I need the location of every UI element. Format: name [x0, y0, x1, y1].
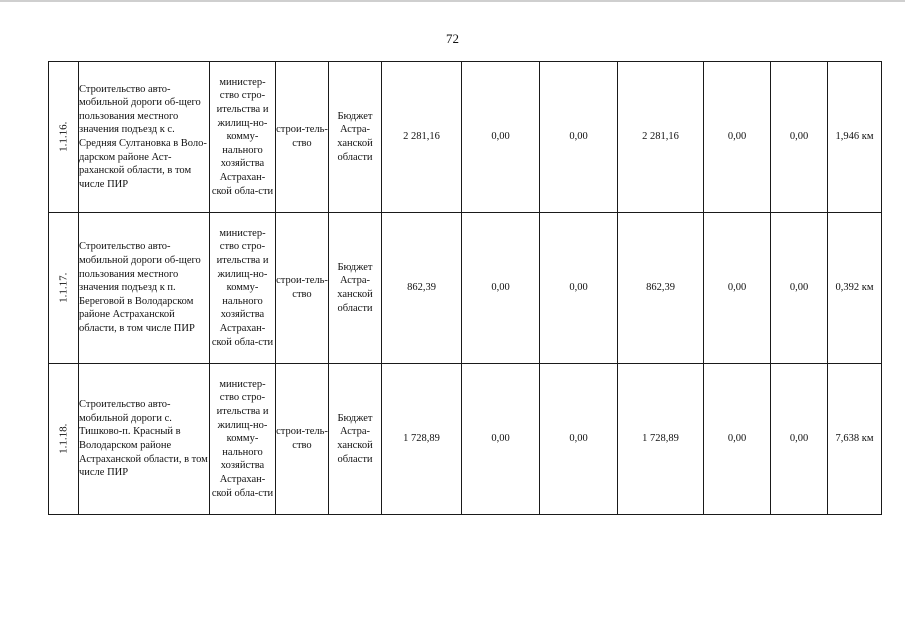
funding-source-cell: Бюджет Астра-ханской области — [329, 364, 382, 515]
amount-col-3-cell: 2 281,16 — [618, 62, 704, 213]
amount-col-2-cell: 0,00 — [540, 364, 618, 515]
amount-col-5-cell: 0,00 — [771, 364, 828, 515]
road-length-cell: 0,392 км — [828, 213, 882, 364]
row-number-cell — [49, 213, 79, 364]
amount-col-5-cell: 0,00 — [771, 213, 828, 364]
amount-col-1-cell: 0,00 — [462, 62, 540, 213]
responsible-org-cell: министер-ство стро-ительства и жилищ-но-комму-нального хозяйства Астрахан-ской обла-сти — [210, 364, 276, 515]
amount-col-1-cell: 0,00 — [462, 364, 540, 515]
table-row — [49, 62, 882, 213]
amount-col-1-cell: 0,00 — [462, 213, 540, 364]
road-length-cell: 7,638 км — [828, 364, 882, 515]
table-row — [49, 364, 882, 515]
row-number-cell — [49, 62, 79, 213]
total-amount-cell: 1 728,89 — [382, 364, 462, 515]
total-amount-cell: 862,39 — [382, 213, 462, 364]
row-number-cell — [49, 364, 79, 515]
funding-source-cell: Бюджет Астра-ханской области — [329, 213, 382, 364]
program-table — [48, 61, 882, 515]
road-name-cell: Строительство авто-мобильной дороги с. Тишково-п. Красный в Володарском районе Астраханской области, в том числе ПИР — [79, 364, 210, 515]
row-number: 1.1.17. — [57, 272, 70, 304]
table-row — [49, 213, 882, 364]
road-name-cell: Строительство авто-мобильной дороги об-щего пользования местного значения подъезд к п. Береговой в Володарском районе Астраханской области, в том числе ПИР — [79, 213, 210, 364]
row-number: 1.1.18. — [57, 423, 70, 455]
amount-col-2-cell: 0,00 — [540, 213, 618, 364]
work-type-cell: строи-тель-ство — [276, 62, 329, 213]
total-amount-cell: 2 281,16 — [382, 62, 462, 213]
road-length-cell: 1,946 км — [828, 62, 882, 213]
amount-col-4-cell: 0,00 — [704, 213, 771, 364]
amount-col-2-cell: 0,00 — [540, 62, 618, 213]
responsible-org-cell: министер-ство стро-ительства и жилищ-но-комму-нального хозяйства Астрахан-ской обла-сти — [210, 62, 276, 213]
page-number: 72 — [446, 31, 459, 46]
amount-col-3-cell: 862,39 — [618, 213, 704, 364]
top-border-line — [0, 0, 905, 2]
work-type-cell: строи-тель-ство — [276, 364, 329, 515]
road-name-cell: Строительство авто-мобильной дороги об-щего пользования местного значения подъезд к с. Средняя Султановка в Воло-дарском районе Аст-раханской области, в том числе ПИР — [79, 62, 210, 213]
work-type-cell: строи-тель-ство — [276, 213, 329, 364]
row-number: 1.1.16. — [57, 121, 70, 153]
amount-col-5-cell: 0,00 — [771, 62, 828, 213]
amount-col-4-cell: 0,00 — [704, 62, 771, 213]
funding-source-cell: Бюджет Астра-ханской области — [329, 62, 382, 213]
amount-col-3-cell: 1 728,89 — [618, 364, 704, 515]
amount-col-4-cell: 0,00 — [704, 364, 771, 515]
responsible-org-cell: министер-ство стро-ительства и жилищ-но-комму-нального хозяйства Астрахан-ской обла-сти — [210, 213, 276, 364]
